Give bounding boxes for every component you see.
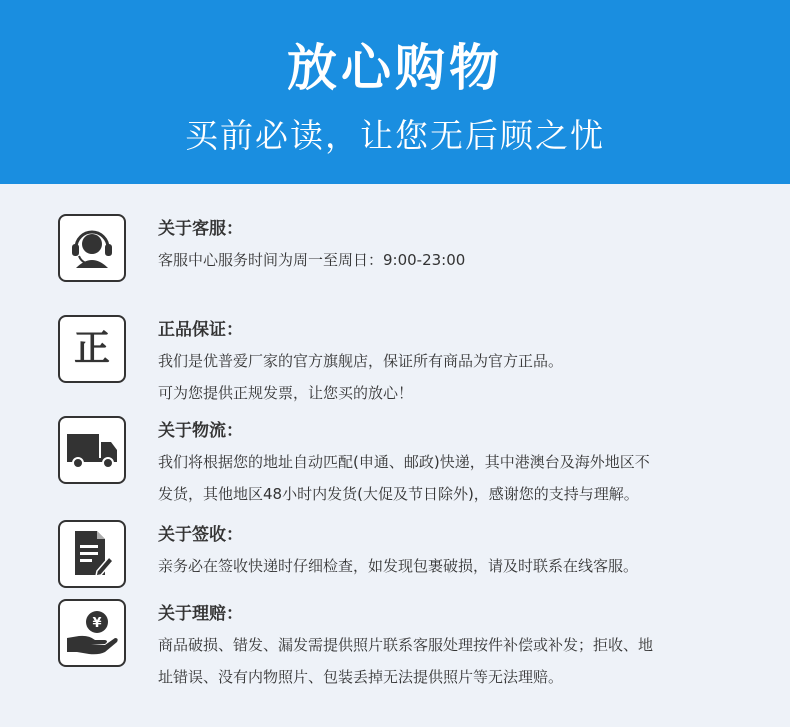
section-title: 关于理赔： (158, 604, 243, 624)
section-customer-service (0, 214, 790, 284)
truck-icon (58, 416, 126, 484)
section-line: 发货，其他地区48小时内发货(大促及节日除外)，感谢您的支持与理解。 (158, 485, 639, 503)
section-line: 可为您提供正规发票，让您买的放心！ (158, 384, 414, 402)
section-authentic (0, 315, 790, 405)
section-title: 关于客服： (158, 219, 243, 239)
section-title: 关于签收： (158, 525, 243, 545)
section-logistics (0, 416, 790, 506)
authentic-icon-text: 正 (73, 328, 110, 369)
compensation-icon (58, 599, 126, 667)
section-title: 正品保证： (158, 320, 243, 340)
section-line: 我们将根据您的地址自动匹配(申通、邮政)快递，其中港澳台及海外地区不 (158, 453, 650, 471)
section-compensation (0, 599, 790, 699)
info-sections (0, 184, 790, 727)
document-sign-icon (58, 520, 126, 588)
headset-icon (58, 214, 126, 282)
section-text (158, 446, 748, 510)
page-subtitle: 买前必读，让您无后顾之忧 (185, 116, 605, 155)
svg-text:¥: ¥ (92, 616, 102, 631)
section-text (158, 550, 748, 582)
section-line: 亲务必在签收快递时仔细检查，如发现包裹破损，请及时联系在线客服。 (158, 557, 639, 575)
section-signing (0, 520, 790, 590)
header-banner (0, 0, 790, 184)
authentic-icon (58, 315, 126, 383)
page-title: 放心购物 (287, 39, 503, 97)
section-text (158, 629, 748, 693)
section-title: 关于物流： (158, 421, 243, 441)
section-line: 客服中心服务时间为周一至周日：9:00-23:00 (158, 251, 466, 269)
section-line: 我们是优普爱厂家的官方旗舰店，保证所有商品为官方正品。 (158, 352, 564, 370)
section-text (158, 244, 748, 276)
section-line: 商品破损、错发、漏发需提供照片联系客服处理按件补偿或补发；拒收、地 (158, 636, 654, 654)
section-text (158, 345, 748, 409)
section-line: 址错误、没有内物照片、包装丢掉无法提供照片等无法理赔。 (158, 668, 564, 686)
